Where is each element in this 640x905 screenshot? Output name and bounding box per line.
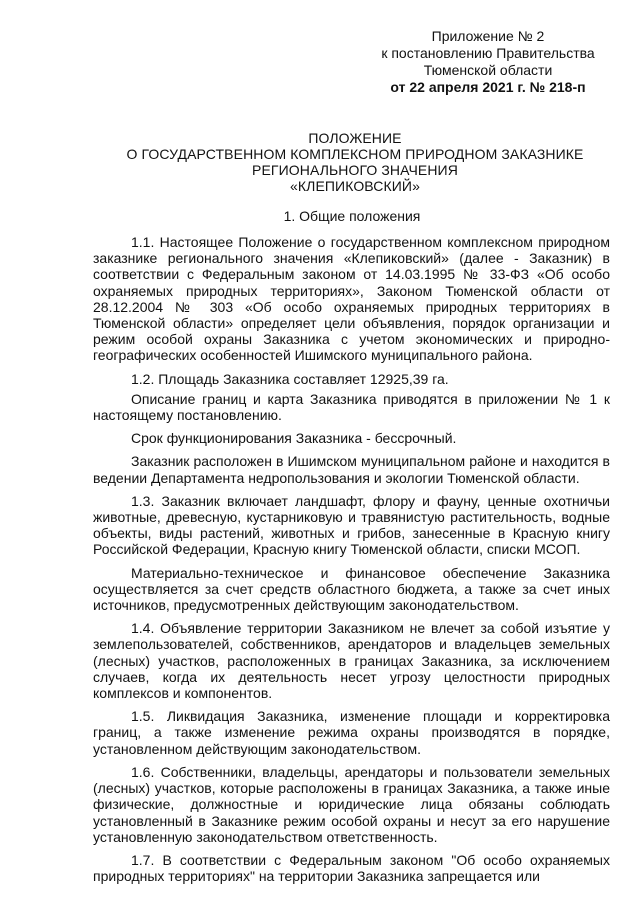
- document-title: [0, 130, 640, 194]
- paragraph-funding: Материально-техническое и финансовое обеспечение Заказника осуществляется за счет средств областного бюджета, а также за счет иных источников, предусмотренных действующим законодательством.: [93, 564, 610, 614]
- section-heading: 1. Общие положения: [283, 208, 421, 224]
- title-line-4: «КЛЕПИКОВСКИЙ»: [290, 178, 420, 194]
- paragraph-1-5: 1.5. Ликвидация Заказника, изменение площади и корректировка границ, а также изменение режима охраны производятся в порядке, установленном действующим законодательством.: [93, 708, 610, 757]
- title-line-1: ПОЛОЖЕНИЕ: [308, 130, 402, 146]
- appendix-region: Тюменской области: [423, 62, 553, 78]
- paragraph-1-1: 1.1. Настоящее Положение о государственном комплексном природном заказнике регионального значения «Клепиковский» (далее - Заказник) в соответствии с Федеральным законом от 14.03.1995 № 33-ФЗ «Об особо охраняемых природных территориях», Законом Тюменской области от 28.12.2004 № 303 «Об особо охраняемых природных территориях в Тюменской области» определяет цели объявления, порядок организации и режим особой охраны Заказника с учетом экономических и природно-географических особенностей Ишимского муниципального района.: [93, 234, 610, 364]
- document-body: [93, 234, 610, 891]
- paragraph-duration: Срок функционирования Заказника - бессрочный.: [131, 430, 457, 447]
- paragraph-1-3: 1.3. Заказник включает ландшафт, флору и фауну, ценные охотничьи животные, древесную, кустарниковую и травянистую растительность, водные объекты, виды растений, животных и грибов, занесенные в Красную книгу Российской Федерации, Красную книгу Тюменской области, списки МСОП.: [93, 492, 610, 558]
- paragraph-1-4: 1.4. Объявление территории Заказником не влечет за собой изъятие у землепользователей, собственников, арендаторов и владельцев земельных (лесных) участков, расположенных в границах Заказника, за исключением случаев, когда их деятельность несет угрозу целостности природных комплексов и компонентов.: [93, 620, 610, 702]
- paragraph-1-6: 1.6. Собственники, владельцы, арендаторы и пользователи земельных (лесных) участков, которые расположены в границах Заказника, а также иные физические, должностные и юридические лица обязаны соблюдать установленный в Заказнике режим особой охраны и несут за его нарушение установленную законодательством ответственность.: [93, 763, 610, 845]
- paragraph-1-2: 1.2. Площадь Заказника составляет 12925,39 га.: [131, 370, 449, 387]
- appendix-date-number: от 22 апреля 2021 г. № 218-п: [390, 79, 586, 95]
- paragraph-boundaries: Описание границ и карта Заказника приводятся в приложении № 1 к настоящему постановлению.: [93, 390, 610, 424]
- title-line-2: О ГОСУДАРСТВЕННОМ КОМПЛЕКСНОМ ПРИРОДНОМ ЗАКАЗНИКЕ: [126, 146, 584, 162]
- paragraph-1-7: 1.7. В соответствии с Федеральным законом "Об особо охраняемых природных территориях" на территории Заказника запрещается или: [93, 851, 610, 885]
- appendix-decree-reference: к постановлению Правительства: [381, 45, 595, 61]
- appendix-block: [368, 28, 608, 96]
- paragraph-location: Заказник расположен в Ишимском муниципальном районе и находится в ведении Департамента недропользования и экологии Тюменской области.: [93, 453, 610, 486]
- title-line-3: РЕГИОНАЛЬНОГО ЗНАЧЕНИЯ: [252, 162, 458, 178]
- appendix-number: Приложение № 2: [431, 28, 545, 44]
